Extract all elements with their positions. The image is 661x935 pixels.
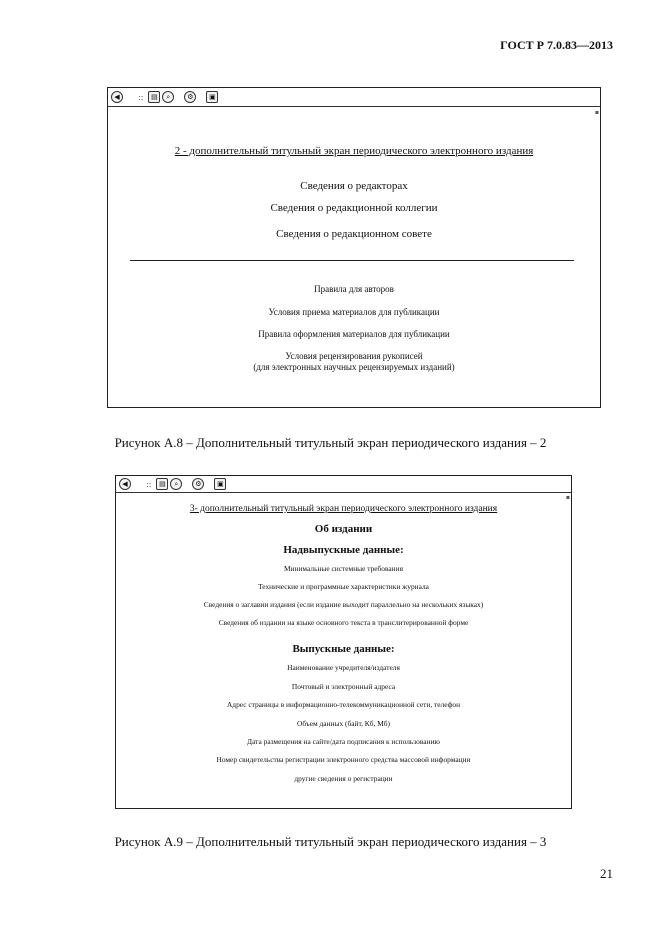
screen-toolbar (108, 88, 600, 107)
divider (130, 260, 574, 261)
about-heading: Об издании (314, 523, 373, 535)
superissue-heading: Надвыпускные данные: (283, 544, 404, 556)
list-item[interactable]: Сведения об издании на языке основного текста в транслитерированной форме (218, 618, 469, 627)
author-rules-link[interactable]: Правила для авторов (314, 284, 394, 294)
back-arrow-icon[interactable]: ◀ (119, 478, 131, 490)
list-item[interactable]: Сведения о заглавии издания (если издание выходит параллельно на нескольких языках) (203, 600, 484, 609)
submission-terms-link[interactable]: Условия приема материалов для публикации (268, 307, 440, 317)
list-item[interactable]: Объем данных (байт, Кб, Мб) (296, 719, 390, 728)
title-screen-2 (107, 87, 601, 408)
editors-link[interactable]: Сведения о редакторах (300, 180, 408, 192)
search-icon[interactable]: ⌕ (170, 478, 182, 490)
list-item[interactable]: Адрес страницы в информационно-телекоммуникационной сети, телефон (226, 700, 461, 709)
search-icon[interactable]: ⌕ (162, 91, 174, 103)
window-icon[interactable]: ▣ (214, 478, 226, 490)
review-terms-line2: (для электронных научных рецензируемых изданий) (253, 362, 455, 372)
screen-title: 3- дополнительный титульный экран периодического электронного издания (189, 504, 498, 514)
scroll-indicator[interactable]: ▪ (594, 109, 599, 116)
review-terms-line1: Условия рецензирования рукописей (285, 351, 423, 361)
review-terms-link[interactable] (108, 351, 600, 373)
settings-icon[interactable]: ⚙ (184, 91, 196, 103)
back-arrow-icon[interactable]: ◀ (111, 91, 123, 103)
formatting-rules-link[interactable]: Правила оформления материалов для публикации (258, 329, 450, 339)
editorial-board-link[interactable]: Сведения о редакционной коллегии (270, 202, 438, 214)
scroll-indicator[interactable]: ▪ (565, 494, 570, 501)
document-icon[interactable]: ▤ (156, 478, 168, 490)
list-item[interactable]: Номер свидетельства регистрации электронного средства массовой информации (216, 755, 471, 764)
list-item[interactable]: другие сведения о регистрации (294, 774, 393, 783)
page-number: 21 (600, 866, 613, 881)
list-item[interactable]: Минимальные системные требования (283, 564, 403, 573)
toolbar-dots: :: (146, 479, 152, 489)
screen-toolbar (116, 476, 571, 493)
list-item[interactable]: Технические и программные характеристики журнала (258, 582, 429, 591)
list-item[interactable]: Дата размещения на сайте/дата подписания к использованию (247, 737, 440, 746)
toolbar-dots: :: (138, 92, 144, 102)
figure-caption-a8: Рисунок А.8 – Дополнительный титульный экран периодического издания – 2 (114, 435, 547, 450)
document-code: ГОСТ Р 7.0.83—2013 (500, 38, 613, 52)
settings-icon[interactable]: ⚙ (192, 478, 204, 490)
editorial-council-link[interactable]: Сведения о редакционном совете (276, 228, 432, 240)
document-icon[interactable]: ▤ (148, 91, 160, 103)
title-screen-3 (115, 475, 572, 809)
list-item[interactable]: Наименование учредителя/издателя (287, 663, 400, 672)
window-icon[interactable]: ▣ (206, 91, 218, 103)
issue-heading: Выпускные данные: (292, 643, 395, 655)
list-item[interactable]: Почтовый и электронный адреса (291, 682, 396, 691)
figure-caption-a9: Рисунок А.9 – Дополнительный титульный экран периодического издания – 3 (114, 834, 547, 849)
screen-title: 2 - дополнительный титульный экран периодического электронного издания (174, 145, 534, 157)
